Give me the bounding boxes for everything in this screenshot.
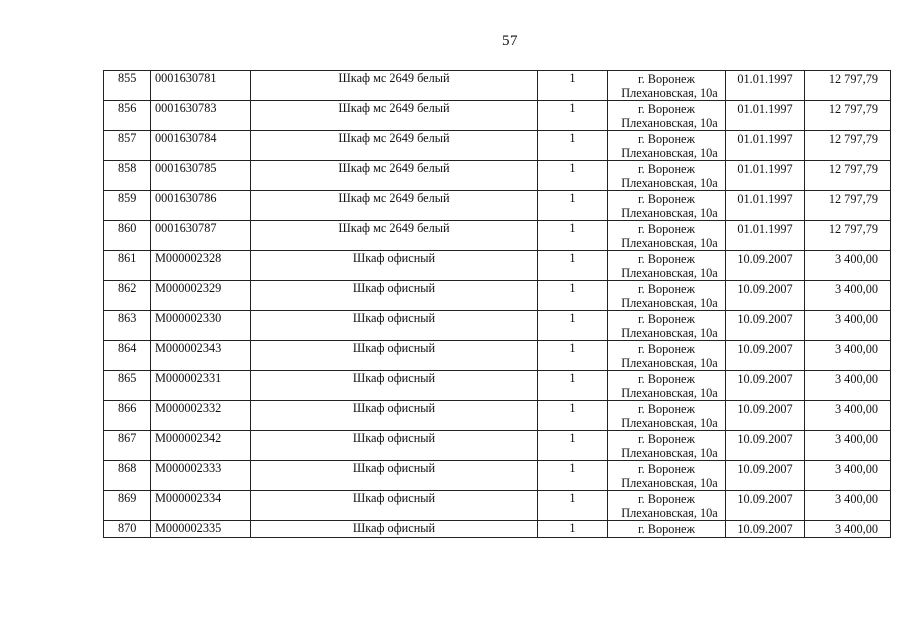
inventory-table [103,70,891,538]
table-row [104,161,891,191]
quantity-cell: 1 [538,191,608,221]
price-cell: 3 400,00 [805,251,891,281]
item-name-cell: Шкаф офисный [251,341,538,371]
quantity-cell: 1 [538,371,608,401]
address-street: Плехановская, 10а [621,116,718,130]
address-city: г. Воронеж [638,132,695,146]
item-name-cell: Шкаф мс 2649 белый [251,161,538,191]
inventory-code-cell: 0001630785 [151,161,251,191]
date-cell: 10.09.2007 [726,431,805,461]
address-street: Плехановская, 10а [621,476,718,490]
row-number-cell: 865 [104,371,151,401]
inventory-code-cell: 0001630787 [151,221,251,251]
item-name-cell: Шкаф офисный [251,461,538,491]
inventory-code-cell: M000002330 [151,311,251,341]
table-row [104,101,891,131]
date-cell: 01.01.1997 [726,71,805,101]
address-street: Плехановская, 10а [621,236,718,250]
address-city: г. Воронеж [638,402,695,416]
quantity-cell: 1 [538,131,608,161]
quantity-cell: 1 [538,251,608,281]
item-name-cell: Шкаф офисный [251,311,538,341]
inventory-code-cell: M000002333 [151,461,251,491]
table-row [104,431,891,461]
date-cell: 10.09.2007 [726,491,805,521]
quantity-cell: 1 [538,341,608,371]
address-cell [608,371,726,401]
address-cell [608,491,726,521]
inventory-code-cell: M000002335 [151,521,251,538]
address-city: г. Воронеж [638,372,695,386]
inventory-code-cell: 0001630783 [151,101,251,131]
item-name-cell: Шкаф офисный [251,371,538,401]
item-name-cell: Шкаф офисный [251,401,538,431]
address-street: Плехановская, 10а [621,296,718,310]
table-row [104,491,891,521]
row-number-cell: 859 [104,191,151,221]
quantity-cell: 1 [538,311,608,341]
price-cell: 12 797,79 [805,101,891,131]
row-number-cell: 870 [104,521,151,538]
item-name-cell: Шкаф мс 2649 белый [251,131,538,161]
address-cell [608,461,726,491]
row-number-cell: 862 [104,281,151,311]
item-name-cell: Шкаф мс 2649 белый [251,221,538,251]
date-cell: 10.09.2007 [726,251,805,281]
address-cell [608,281,726,311]
quantity-cell: 1 [538,101,608,131]
item-name-cell: Шкаф офисный [251,281,538,311]
address-cell [608,191,726,221]
row-number-cell: 860 [104,221,151,251]
address-street: Плехановская, 10а [621,86,718,100]
date-cell: 10.09.2007 [726,461,805,491]
price-cell: 3 400,00 [805,281,891,311]
inventory-code-cell: 0001630786 [151,191,251,221]
price-cell: 3 400,00 [805,431,891,461]
inventory-code-cell: M000002331 [151,371,251,401]
quantity-cell: 1 [538,71,608,101]
row-number-cell: 869 [104,491,151,521]
quantity-cell: 1 [538,491,608,521]
address-cell [608,401,726,431]
table-row [104,191,891,221]
address-street: Плехановская, 10а [621,356,718,370]
row-number-cell: 867 [104,431,151,461]
price-cell: 3 400,00 [805,401,891,431]
address-cell [608,251,726,281]
date-cell: 01.01.1997 [726,131,805,161]
price-cell: 3 400,00 [805,341,891,371]
address-city: г. Воронеж [638,312,695,326]
date-cell: 10.09.2007 [726,521,805,538]
quantity-cell: 1 [538,161,608,191]
address-street: Плехановская, 10а [621,146,718,160]
date-cell: 10.09.2007 [726,371,805,401]
address-cell [608,221,726,251]
item-name-cell: Шкаф офисный [251,521,538,538]
address-street: Плехановская, 10а [621,326,718,340]
item-name-cell: Шкаф мс 2649 белый [251,101,538,131]
table-row [104,521,891,538]
row-number-cell: 868 [104,461,151,491]
row-number-cell: 857 [104,131,151,161]
item-name-cell: Шкаф мс 2649 белый [251,71,538,101]
table-row [104,131,891,161]
address-city: г. Воронеж [638,282,695,296]
address-city: г. Воронеж [638,192,695,206]
address-street: Плехановская, 10а [621,506,718,520]
address-city: г. Воронеж [638,522,695,536]
address-cell [608,311,726,341]
table-row [104,281,891,311]
price-cell: 12 797,79 [805,191,891,221]
item-name-cell: Шкаф офисный [251,491,538,521]
date-cell: 10.09.2007 [726,401,805,431]
page-number: 57 [502,33,518,49]
quantity-cell: 1 [538,401,608,431]
address-street: Плехановская, 10а [621,416,718,430]
address-street: Плехановская, 10а [621,206,718,220]
price-cell: 3 400,00 [805,521,891,538]
table-row [104,71,891,101]
price-cell: 3 400,00 [805,491,891,521]
address-cell [608,431,726,461]
row-number-cell: 864 [104,341,151,371]
table-body [104,71,891,538]
address-cell [608,71,726,101]
inventory-code-cell: M000002328 [151,251,251,281]
price-cell: 12 797,79 [805,161,891,191]
address-city: г. Воронеж [638,252,695,266]
address-cell [608,101,726,131]
address-city: г. Воронеж [638,462,695,476]
table-row [104,401,891,431]
address-street: Плехановская, 10а [621,176,718,190]
address-street: Плехановская, 10а [621,266,718,280]
address-city: г. Воронеж [638,222,695,236]
row-number-cell: 866 [104,401,151,431]
inventory-code-cell: M000002343 [151,341,251,371]
table-row [104,251,891,281]
inventory-code-cell: M000002329 [151,281,251,311]
table-row [104,341,891,371]
row-number-cell: 861 [104,251,151,281]
price-cell: 3 400,00 [805,311,891,341]
date-cell: 01.01.1997 [726,161,805,191]
quantity-cell: 1 [538,431,608,461]
table-row [104,221,891,251]
table-row [104,461,891,491]
price-cell: 12 797,79 [805,131,891,161]
inventory-code-cell: M000002334 [151,491,251,521]
date-cell: 01.01.1997 [726,221,805,251]
row-number-cell: 855 [104,71,151,101]
address-city: г. Воронеж [638,492,695,506]
date-cell: 10.09.2007 [726,311,805,341]
price-cell: 3 400,00 [805,461,891,491]
row-number-cell: 856 [104,101,151,131]
inventory-code-cell: 0001630781 [151,71,251,101]
address-city: г. Воронеж [638,432,695,446]
date-cell: 10.09.2007 [726,281,805,311]
address-cell [608,161,726,191]
address-city: г. Воронеж [638,102,695,116]
price-cell: 12 797,79 [805,221,891,251]
table-row [104,311,891,341]
date-cell: 01.01.1997 [726,191,805,221]
address-cell [608,341,726,371]
address-city: г. Воронеж [638,72,695,86]
row-number-cell: 858 [104,161,151,191]
quantity-cell: 1 [538,461,608,491]
item-name-cell: Шкаф мс 2649 белый [251,191,538,221]
address-street: Плехановская, 10а [621,386,718,400]
date-cell: 01.01.1997 [726,101,805,131]
date-cell: 10.09.2007 [726,341,805,371]
address-cell [608,131,726,161]
quantity-cell: 1 [538,281,608,311]
quantity-cell: 1 [538,221,608,251]
address-city: г. Воронеж [638,162,695,176]
address-street: Плехановская, 10а [621,446,718,460]
row-number-cell: 863 [104,311,151,341]
price-cell: 3 400,00 [805,371,891,401]
item-name-cell: Шкаф офисный [251,431,538,461]
item-name-cell: Шкаф офисный [251,251,538,281]
inventory-code-cell: 0001630784 [151,131,251,161]
quantity-cell: 1 [538,521,608,538]
price-cell: 12 797,79 [805,71,891,101]
table-row [104,371,891,401]
address-city: г. Воронеж [638,342,695,356]
inventory-code-cell: M000002332 [151,401,251,431]
address-cell [608,521,726,538]
inventory-code-cell: M000002342 [151,431,251,461]
